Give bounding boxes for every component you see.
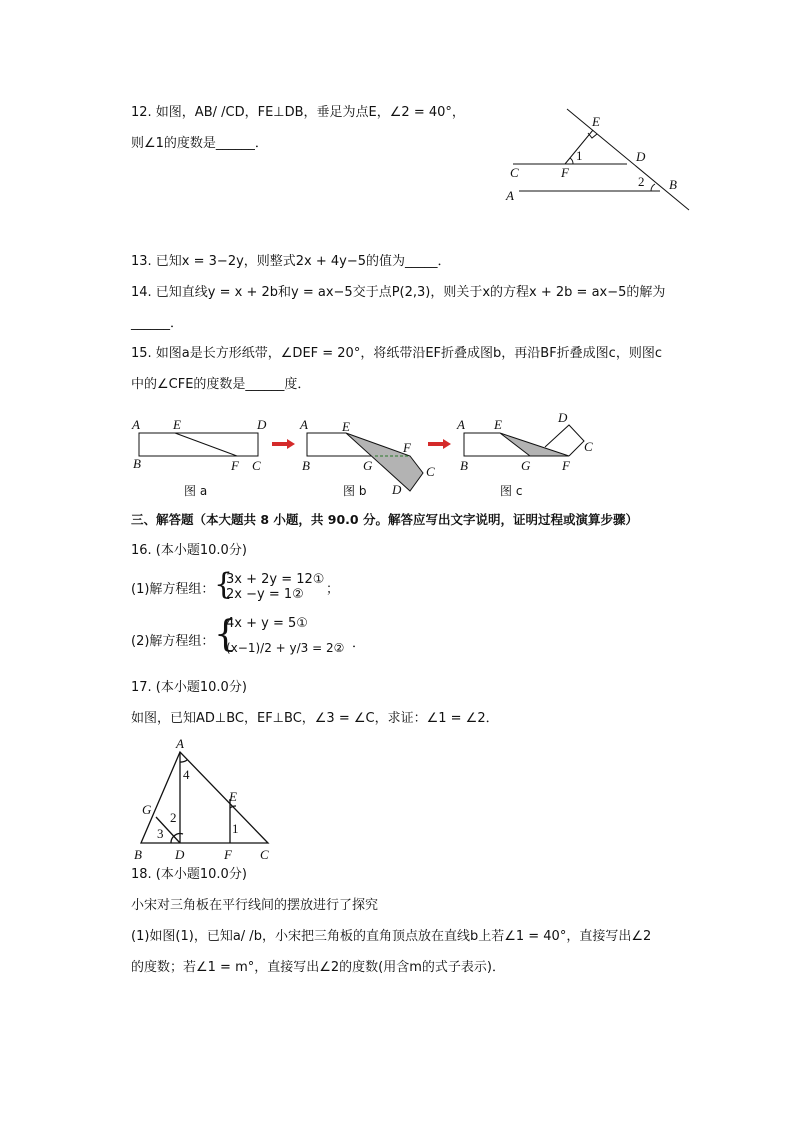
q13-line1: 13. 已知x = 3−2y，则整式2x + 4y−5的值为_____． <box>131 254 451 269</box>
label-e: E <box>592 114 600 129</box>
label-d: D <box>636 149 646 164</box>
q15-line2: 中的∠CFE的度数是______度． <box>131 377 311 392</box>
fig17-label-g: G <box>142 802 152 817</box>
brace: { <box>214 567 234 602</box>
q18-line1: 小宋对三角板在平行线间的摆放进行了探究 <box>131 898 379 913</box>
q16-p2-eq1: 4x + y = 5① <box>226 616 308 631</box>
arrow-right-icon <box>272 439 295 449</box>
q14-line1: 14. 已知直线y = x + 2b和y = ax−5交于点P(2,3)，则关于x的方程x + 2b = ax−5的解为 <box>131 285 666 300</box>
fig17-label-f: F <box>224 847 232 862</box>
fig-b-label-c: C <box>426 464 435 479</box>
fig-c-label-c: C <box>584 439 593 454</box>
fig-b-label-f: F <box>403 440 411 455</box>
q17-header: 17. (本小题10.0分) <box>131 680 247 695</box>
fig-a-label-c: C <box>252 458 261 473</box>
q18-line2: (1)如图(1)，已知a/ /b，小宋把三角板的直角顶点放在直线b上若∠1 = 40°，直接写出∠2 <box>131 929 652 944</box>
q16-p2-eq2: (x−1)/2 + y/3 = 2② <box>226 641 345 655</box>
fig17-label-a: A <box>176 736 184 751</box>
q16-p1-end: ； <box>326 582 340 597</box>
fig17-label-c: C <box>260 847 269 862</box>
label-angle1: 1 <box>576 148 583 163</box>
fig17-label-2: 2 <box>170 810 177 825</box>
q16-p2-label: (2)解方程组： <box>131 634 215 649</box>
section3-heading: 三、解答题（本大题共 8 小题，共 90.0 分。解答应写出文字说明，证明过程或演算步骤） <box>131 512 638 527</box>
brace: { <box>214 614 237 655</box>
fig-a-label-d: D <box>257 417 267 432</box>
fig-a-label-b: B <box>133 456 141 471</box>
label-a: A <box>506 188 514 203</box>
fig-b-label-e: E <box>342 419 350 434</box>
q18-header: 18. (本小题10.0分) <box>131 867 247 882</box>
fig-a-label-a: A <box>132 417 140 432</box>
fig17-label-e: E <box>229 789 237 804</box>
q15-figure-c <box>464 425 584 456</box>
label-angle2: 2 <box>638 174 645 189</box>
angle1-arc <box>570 158 573 164</box>
fig-c-label-f: F <box>562 458 570 473</box>
q16-p2-end: ． <box>352 636 366 651</box>
label-b: B <box>669 177 677 192</box>
arrow-right-icon <box>428 439 451 449</box>
fig-a-label-e: E <box>173 417 181 432</box>
fig-c-caption: 图 c <box>500 484 523 498</box>
q16-p1-system <box>226 572 324 602</box>
q15-line1: 15. 如图a是长方形纸带，∠DEF = 20°，将纸带沿EF折叠成图b，再沿BF折叠成图c，则图c <box>131 346 662 361</box>
q12-figure <box>513 109 689 210</box>
fig17-label-4: 4 <box>183 767 190 782</box>
fig17-label-b: B <box>134 847 142 862</box>
fig-b-label-d: D <box>392 482 402 497</box>
q15-figure-a <box>139 433 258 456</box>
line-db <box>567 109 689 210</box>
fig-c-label-e: E <box>494 417 502 432</box>
fig17-label-3: 3 <box>157 826 164 841</box>
angle2-arc <box>651 184 655 191</box>
label-f: F <box>561 165 569 180</box>
fig-b-caption: 图 b <box>343 484 367 498</box>
q18-line3: 的度数；若∠1 = m°，直接写出∠2的度数(用含m的式子表示)． <box>131 960 505 975</box>
fig-c-label-g: G <box>521 458 531 473</box>
q12-line2: 则∠1的度数是______． <box>131 136 268 151</box>
fig-a-label-f: F <box>231 458 239 473</box>
q17-line1: 如图，已知AD⊥BC，EF⊥BC，∠3 = ∠C，求证：∠1 = ∠2． <box>131 711 499 726</box>
q16-p1-eq1: 3x + 2y = 12① <box>226 572 325 587</box>
q16-header: 16. (本小题10.0分) <box>131 543 247 558</box>
fig-c-label-d: D <box>558 410 568 425</box>
q12-line1: 12. 如图，AB/ /CD，FE⊥DB，垂足为点E，∠2 = 40°， <box>131 105 465 120</box>
label-c: C <box>510 165 519 180</box>
fig-c-label-b: B <box>460 458 468 473</box>
fig-b-label-b: B <box>302 458 310 473</box>
fig-b-label-a: A <box>300 417 308 432</box>
fig17-label-d: D <box>175 847 185 862</box>
q14-line2: ______． <box>131 316 184 331</box>
fig-a-caption: 图 a <box>184 484 208 498</box>
q16-p1-label: (1)解方程组： <box>131 582 215 597</box>
fig-c-label-a: A <box>457 417 465 432</box>
fig17-label-1: 1 <box>232 821 239 836</box>
q16-p2-system <box>226 616 344 656</box>
fig-b-label-g: G <box>363 458 373 473</box>
q16-p1-eq2: 2x −y = 1② <box>226 587 304 602</box>
